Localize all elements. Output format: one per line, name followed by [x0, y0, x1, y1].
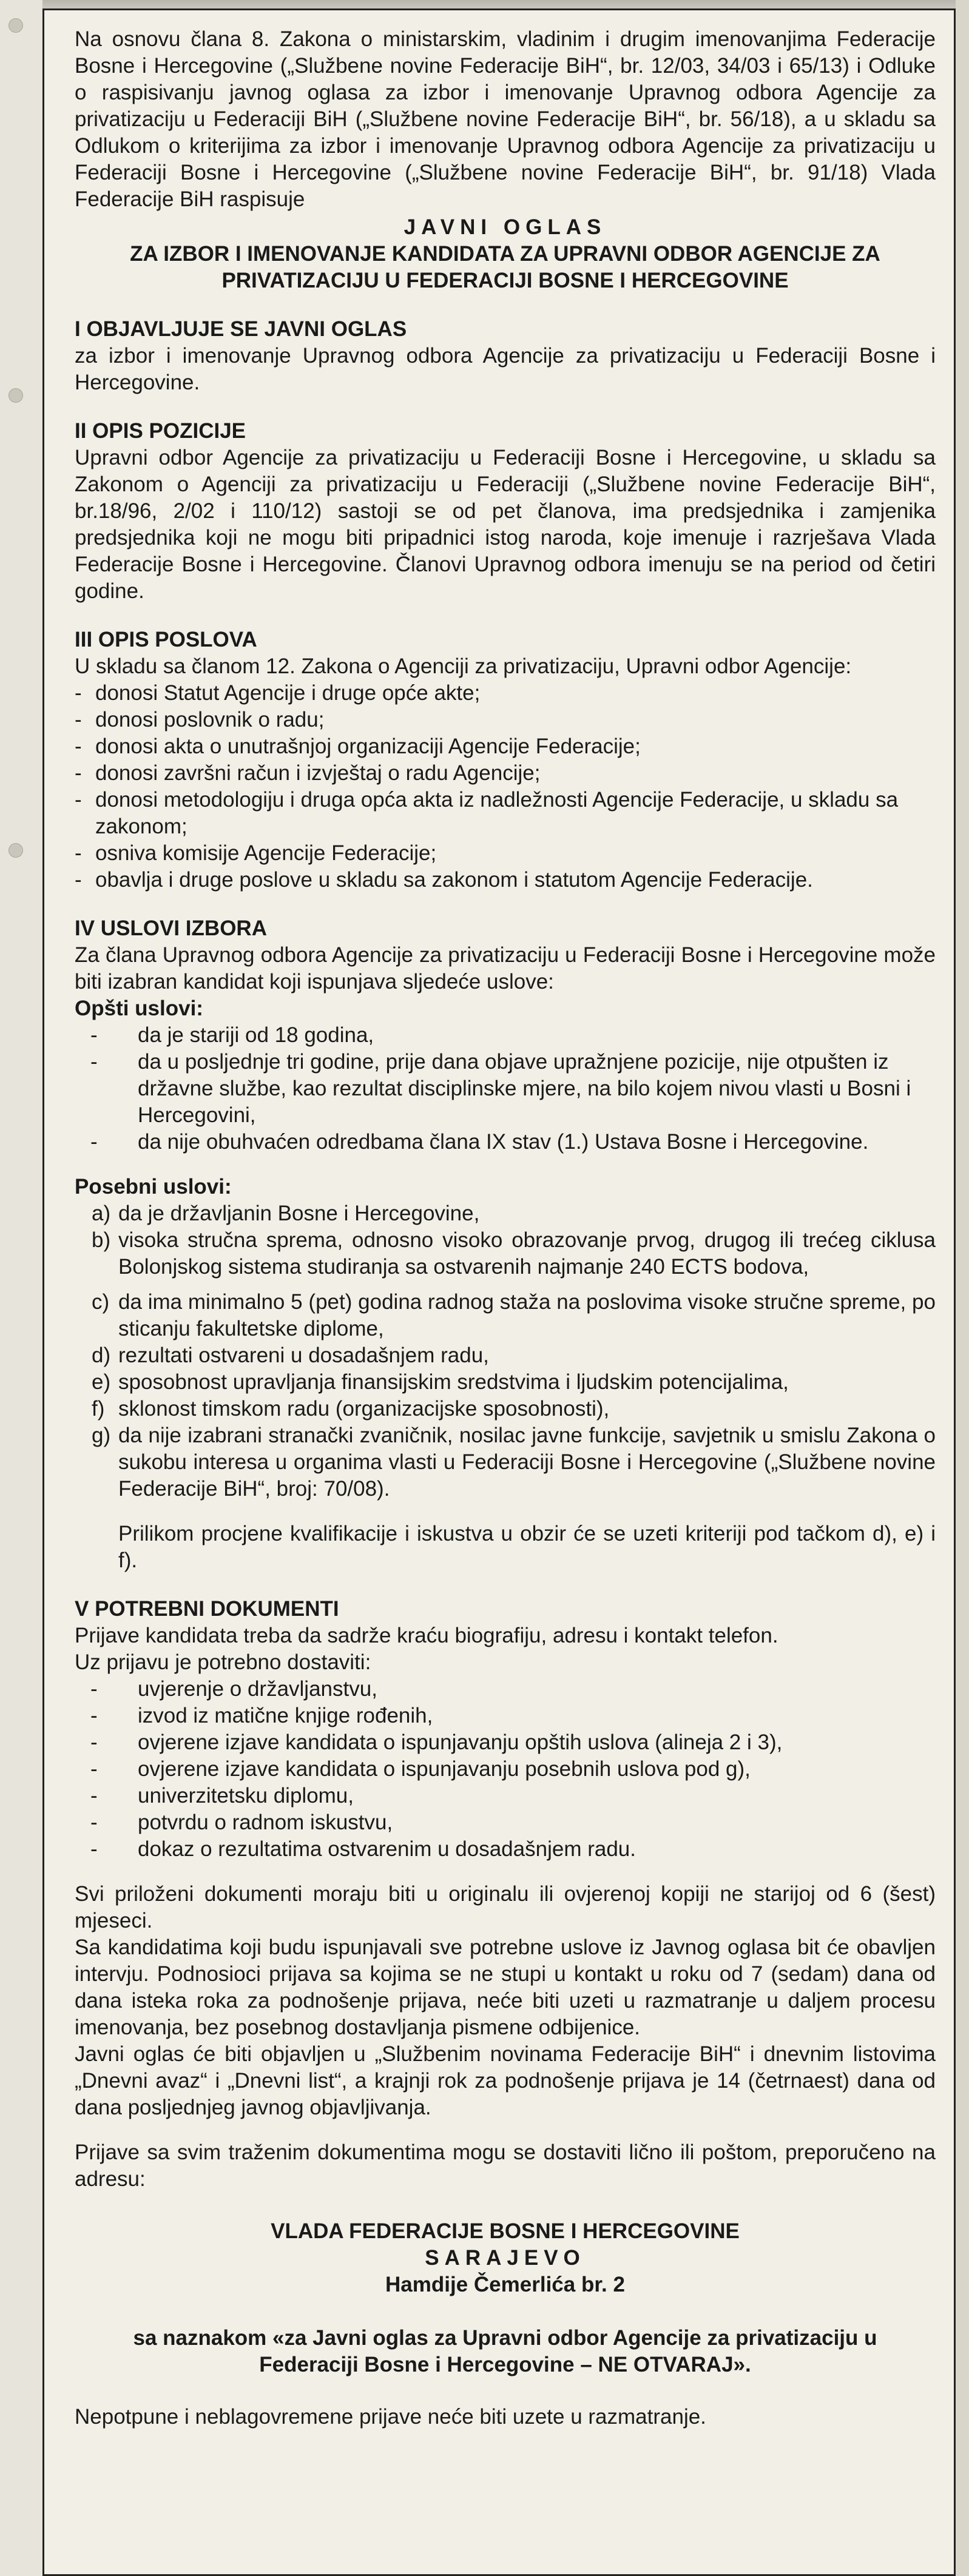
section-5-paragraph: Prijave sa svim traženim dokumentima mogu se dostaviti lično ili poštom, preporučeno na adresu:	[75, 2141, 936, 2191]
address-block	[75, 2218, 936, 2298]
list-item: g) da nije izabrani stranački zvaničnik, nosilac javne funkcije, savjetnik u smislu Zakona o sukobu interesa u organima vlasti u Federaciji Bosne i Hercegovine („Službene novine Federacije BiH“, broj: 70/08).	[92, 1424, 936, 1501]
list-item: f) sklonost timskom radu (organizacijske sposobnosti),	[92, 1397, 610, 1421]
list-item: - donosi Statut Agencije i druge opće akte;	[75, 680, 936, 707]
list-item: - obavlja i druge poslove u skladu sa zakonom i statutom Agencije Federacije.	[75, 867, 936, 893]
general-conditions-list	[75, 1022, 936, 1155]
section-4-lead: Za člana Upravnog odbora Agencije za privatizaciju u Federaciji Bosne i Hercegovine može biti izabran kandidat koji ispunjava sljedeće uslove:	[75, 943, 936, 994]
list-item: - izvod iz matične knjige rođenih,	[79, 1703, 936, 1729]
list-item: - donosi metodologiju i druga opća akta iz nadležnosti Agencije Federacije, u skladu sa zakonom;	[75, 787, 936, 840]
left-margin	[0, 0, 42, 2576]
list-item: b) visoka stručna sprema, odnosno visoko obrazovanje prvog, drugog ili trećeg ciklusa Bolonjskog sistema studiranja sa ostvarenih najmanje 240 ECTS bodova,	[92, 1228, 936, 1279]
section-2-heading: II OPIS POZICIJE	[75, 419, 246, 443]
list-item: - donosi akta o unutrašnjoj organizaciji Agencije Federacije;	[75, 733, 936, 760]
list-item: - da nije obuhvaćen odredbama člana IX stav (1.) Ustava Bosne i Hercegovine.	[79, 1129, 936, 1155]
section-3	[75, 627, 936, 893]
section-3-heading: III OPIS POSLOVA	[75, 628, 257, 651]
section-1	[75, 316, 936, 396]
list-item: - donosi završni račun i izvještaj o radu Agencije;	[75, 760, 936, 787]
section-5	[75, 1596, 936, 2193]
announcement-title: JAVNI OGLAS	[403, 215, 607, 239]
section-5-paragraph: Javni oglas će biti objavljen u „Službenim novinama Federacije BiH“ i dnevnim listovima „Dnevni avaz“ i „Dnevni list“, a krajnji rok za podnošenje prijava je 14 (četrnaest) dana od dana posljednjeg javnog objavljivanja.	[75, 2042, 936, 2119]
section-4	[75, 915, 936, 1574]
list-item: - dokaz o rezultatima ostvarenim u dosadašnjem radu.	[79, 1836, 936, 1863]
list-item: - donosi poslovnik o radu;	[75, 707, 936, 733]
list-item: - da je stariji od 18 godina,	[79, 1022, 936, 1049]
envelope-marking: sa naznakom «za Javni oglas za Upravni odbor Agencije za privatizaciju u Federaciji Bosne i Hercegovine – NE OTVARAJ».	[133, 2326, 877, 2376]
right-margin	[956, 0, 969, 2576]
section-2-text: Upravni odbor Agencije za privatizaciju u Federaciji Bosne i Hercegovine, u skladu sa Zakonom o Agenciji za privatizaciju u Federaciji („Službene novine Federacije BiH“, br.18/96, 2/02 i 110/12) sastoji se od pet članova, ima predsjednika i zamjenika predsjednika koji ne mogu biti pripadnici istog naroda, koje imenuje i razrješava Vlada Federacije Bosne i Hercegovine. Članovi Upravnog odbora imenuju se na period od četiri godine.	[75, 446, 936, 603]
punch-hole	[8, 843, 23, 858]
list-item: c) da ima minimalno 5 (pet) godina radnog staža na poslovima visoke stručne spreme, po sticanju fakultetske diplome,	[92, 1290, 936, 1340]
announcement-subtitle: ZA IZBOR I IMENOVANJE KANDIDATA ZA UPRAVNI ODBOR AGENCIJE ZA PRIVATIZACIJU U FEDERACIJI BOSNE I HERCEGOVINE	[130, 242, 880, 292]
punch-hole	[8, 18, 23, 33]
list-item: e) sposobnost upravljanja finansijskim sredstvima i ljudskim potencijalima,	[92, 1370, 789, 1394]
section-1-heading: I OBJAVLJUJE SE JAVNI OGLAS	[75, 317, 407, 341]
punch-hole	[8, 388, 23, 403]
list-item: - ovjerene izjave kandidata o ispunjavanju opštih uslova (alineja 2 i 3),	[79, 1729, 936, 1756]
section-2	[75, 418, 936, 605]
section-5-heading: V POTREBNI DOKUMENTI	[75, 1597, 339, 1621]
list-item: a) da je državljanin Bosne i Hercegovine,	[92, 1202, 480, 1225]
closing-note: Nepotpune i neblagovremene prijave neće biti uzete u razmatranje.	[75, 2405, 706, 2429]
address-line: VLADA FEDERACIJE BOSNE I HERCEGOVINE	[271, 2219, 740, 2243]
section-3-lead: U skladu sa članom 12. Zakona o Agenciji za privatizaciju, Upravni odbor Agencije:	[75, 654, 852, 678]
special-conditions-heading: Posebni uslovi:	[75, 1175, 232, 1199]
list-item: d) rezultati ostvareni u dosadašnjem radu,	[92, 1343, 489, 1367]
documents-list	[75, 1676, 936, 1863]
list-item: - ovjerene izjave kandidata o ispunjavanju posebnih uslova pod g),	[79, 1756, 936, 1783]
section-5-paragraph: Sa kandidatima koji budu ispunjavali sve potrebne uslove iz Javnog oglasa bit će obavljen intervju. Podnosioci prijava sa kojima se ne stupi u kontakt u roku od 7 (sedam) dana od dana isteka roka za podnošenje prijava, neće biti uzeti u razmatranje u daljem procesu imenovanja, bez posebnog dostavljanja pismene odbijenice.	[75, 1935, 936, 2039]
list-item: - potvrdu o radnom iskustvu,	[79, 1809, 936, 1836]
intro-paragraph: Na osnovu člana 8. Zakona o ministarskim, vladinim i drugim imenovanjima Federacije Bosne i Hercegovine („Službene novine Federacije BiH“, br. 12/03, 34/03 i 65/13) i Odluke o raspisivanju javnog oglasa za izbor i imenovanje Upravnog odbora Agencije za privatizaciju u Federaciji BiH („Službene novine Federacije BiH“, br. 56/18), a u skladu sa Odlukom o kriterijima za izbor i imenovanje Upravnog odbora Agencije za privatizaciju u Federaciji Bosne i Hercegovine („Službene novine Federacije BiH“, br. 91/18) Vlada Federacije BiH raspisuje	[75, 27, 936, 211]
section-5-paragraph: Uz prijavu je potrebno dostaviti:	[75, 1650, 371, 1674]
list-item: - osniva komisije Agencije Federacije;	[75, 840, 936, 867]
address-line: Hamdije Čemerlića br. 2	[385, 2273, 625, 2296]
duties-list	[75, 680, 936, 893]
announcement-box	[42, 8, 956, 2576]
section-5-paragraph: Svi priloženi dokumenti moraju biti u originalu ili ovjerenoj kopiji ne starijoj od 6 (šest) mjeseci.	[75, 1882, 936, 1932]
section-5-paragraph: Prijave kandidata treba da sadrže kraću biografiju, adresu i kontakt telefon.	[75, 1624, 778, 1647]
section-1-text: za izbor i imenovanje Upravnog odbora Agencije za privatizaciju u Federaciji Bosne i Hercegovine.	[75, 344, 936, 394]
list-item: - univerzitetsku diplomu,	[79, 1783, 936, 1809]
announcement-content	[44, 10, 954, 2430]
special-conditions-list	[75, 1200, 936, 1502]
general-conditions-heading: Opšti uslovi:	[75, 997, 203, 1020]
evaluation-note: Prilikom procjene kvalifikacije i iskustva u obzir će se uzeti kriteriji pod tačkom d), e) i f).	[118, 1522, 936, 1572]
address-line: SARAJEVO	[425, 2246, 586, 2270]
list-item: - uvjerenje o državljanstvu,	[79, 1676, 936, 1703]
list-item: - da u posljednje tri godine, prije dana objave upražnjene pozicije, nije otpušten iz državne službe, kao rezultat disciplinske mjere, na bilo kojem nivou vlasti u Bosni i Hercegovini,	[79, 1049, 936, 1129]
section-4-heading: IV USLOVI IZBORA	[75, 916, 267, 940]
